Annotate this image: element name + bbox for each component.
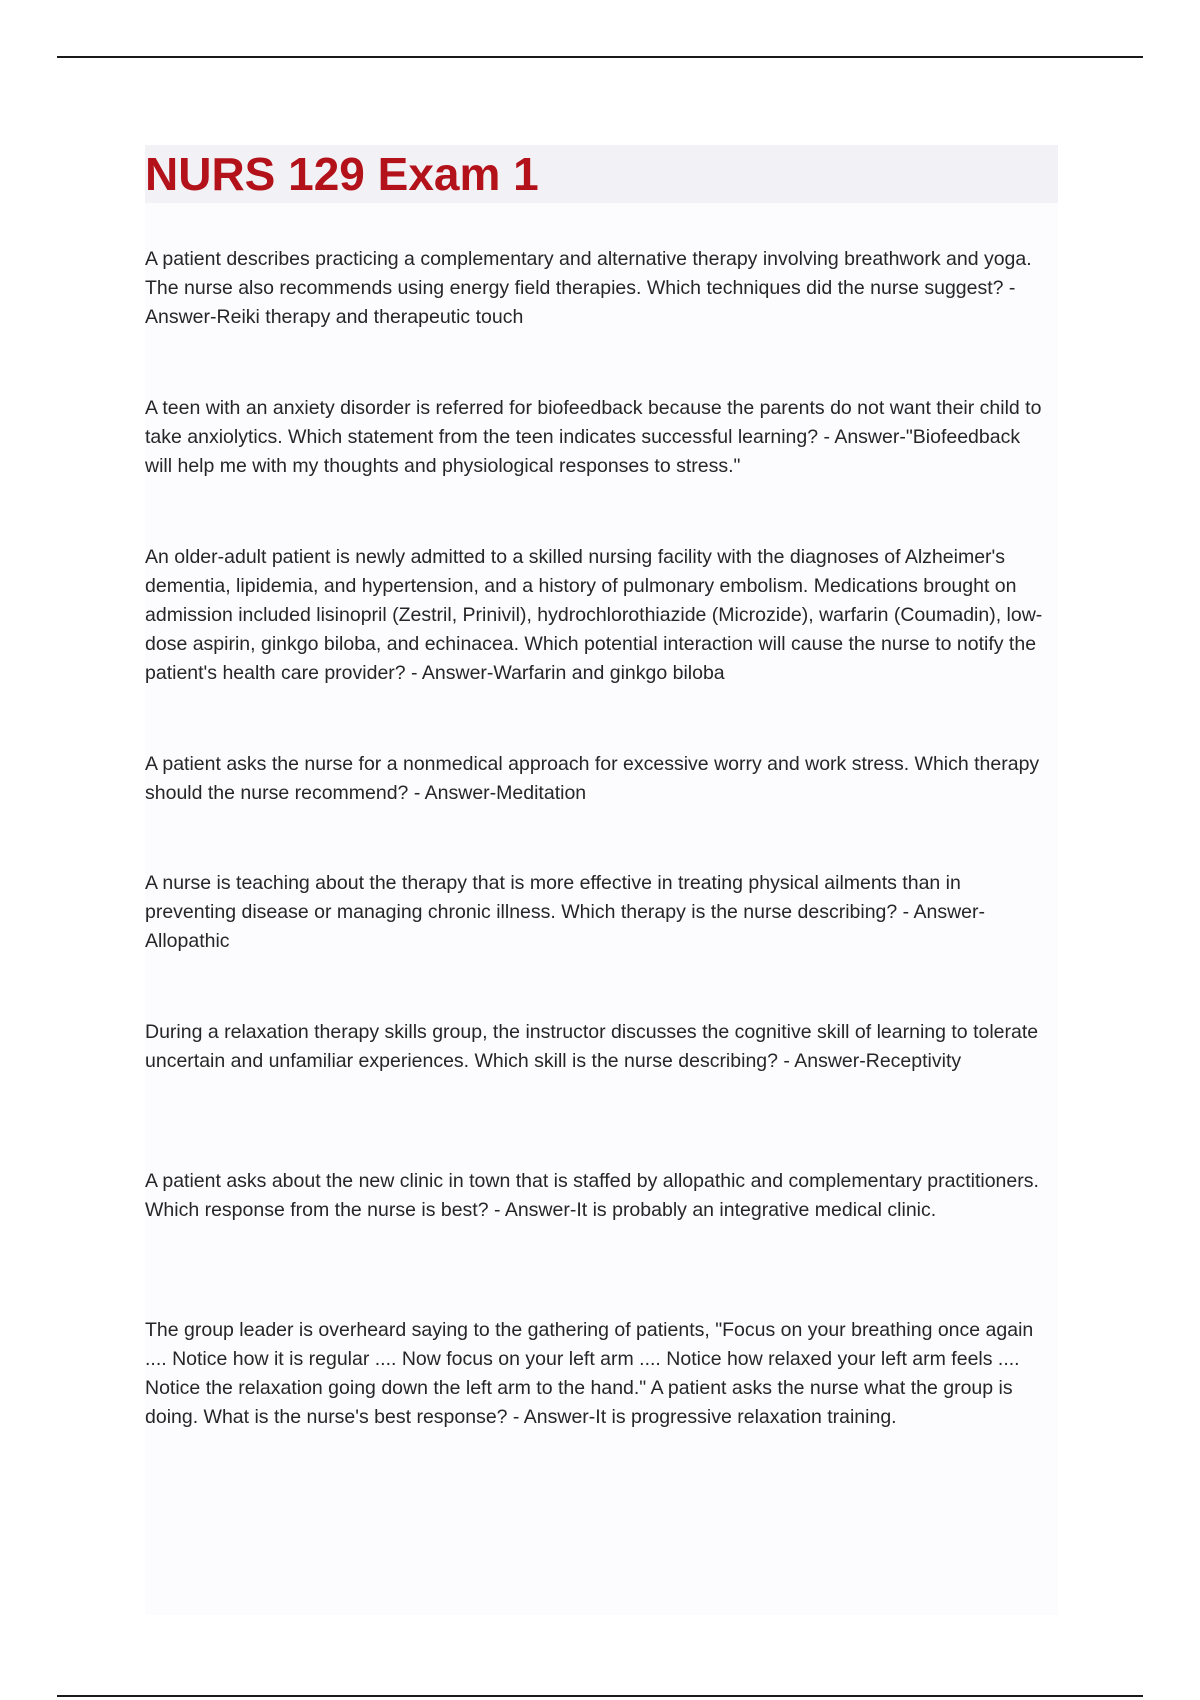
bottom-divider: [57, 1695, 1143, 1697]
qa-item: A teen with an anxiety disorder is referred for biofeedback because the parents do not want their child to take anxiolytics. Which statement from the teen indicates successful learning? - Answer-"Biofeedback will help me with my thoughts and physiological responses to stress.": [145, 397, 1042, 477]
qa-item: The group leader is overheard saying to the gathering of patients, "Focus on your breathing once again .... Notice how it is regular .... Now focus on your left arm .... Notice how relaxed your left arm feels .... Notice the relaxation going down the left arm to the hand." A patient asks the nurse what the group is doing. What is the nurse's best response? - Answer-It is progressive relaxation training.: [145, 1319, 1034, 1428]
top-divider: [57, 56, 1143, 58]
qa-item: During a relaxation therapy skills group, the instructor discusses the cognitive skill of learning to tolerate uncertain and unfamiliar experiences. Which skill is the nurse describing? - Answer-Receptivity: [145, 1021, 1039, 1072]
page-title: NURS 129 Exam 1: [145, 148, 539, 200]
qa-item: A nurse is teaching about the therapy that is more effective in treating physical ailments than in preventing disease or managing chronic illness. Which therapy is the nurse describing? - Answer-Allopathic: [145, 872, 986, 952]
qa-item: A patient asks about the new clinic in town that is staffed by allopathic and complementary practitioners. Which response from the nurse is best? - Answer-It is probably an integrative medical clinic.: [145, 1170, 1039, 1221]
document-page: [145, 145, 1058, 1615]
qa-item: A patient describes practicing a complementary and alternative therapy involving breathwork and yoga. The nurse also recommends using energy field therapies. Which techniques did the nurse suggest? - Answer-Reiki therapy and therapeutic touch: [145, 248, 1032, 328]
qa-item: A patient asks the nurse for a nonmedical approach for excessive worry and work stress. Which therapy should the nurse recommend? - Answer-Meditation: [145, 753, 1040, 804]
title-band: [145, 145, 1058, 203]
qa-item: An older-adult patient is newly admitted to a skilled nursing facility with the diagnoses of Alzheimer's dementia, lipidemia, and hypertension, and a history of pulmonary embolism. Medications brought on admission included lisinopril (Zestril, Prinivil), hydrochlorothiazide (Microzide), warfarin (Coumadin), low-dose aspirin, ginkgo biloba, and echinacea. Which potential interaction will cause the nurse to notify the patient's health care provider? - Answer-Warfarin and ginkgo biloba: [145, 546, 1043, 684]
